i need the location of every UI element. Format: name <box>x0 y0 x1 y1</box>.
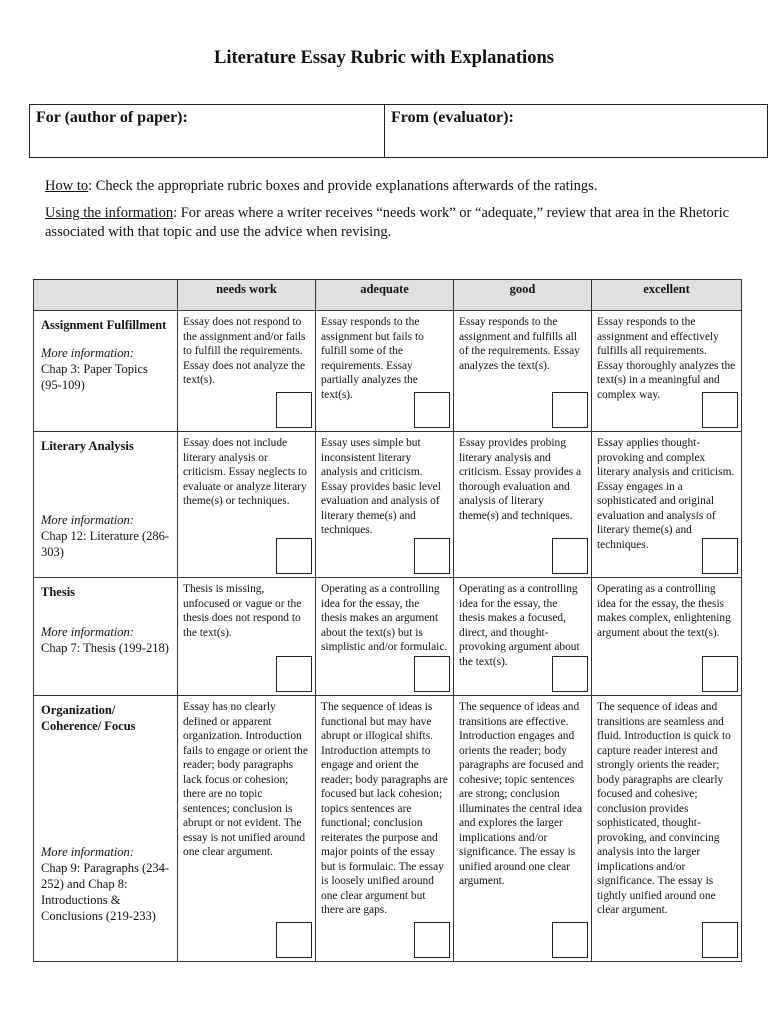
rubric-cell <box>178 311 316 432</box>
rubric-cell <box>592 432 742 578</box>
more-info-label: More information: <box>41 845 134 859</box>
chapter-reference: Chap 7: Thesis (199-218) <box>41 641 169 655</box>
rating-checkbox[interactable] <box>702 656 738 692</box>
rating-checkbox[interactable] <box>552 656 588 692</box>
evaluator-field[interactable] <box>385 105 768 158</box>
using-label: Using the information <box>45 205 174 221</box>
rating-checkbox[interactable] <box>414 656 450 692</box>
header-needs-work: needs work <box>178 280 316 311</box>
rating-checkbox[interactable] <box>702 392 738 428</box>
cell-text: Operating as a controlling idea for the essay, the thesis makes complex, enlightening argument about the text(s). <box>597 583 731 639</box>
chapter-reference: Chap 9: Paragraphs (234-252) and Chap 8: Introductions & Conclusions (219-233) <box>41 861 170 923</box>
rubric-row-assignment <box>34 311 742 432</box>
cell-text: Thesis is missing, unfocused or vague or the thesis does not respond to the text(s). <box>183 583 302 639</box>
cell-text: Essay provides probing literary analysis and criticism. Essay provides a thorough evaluation and analysis of literary theme(s) and techniques. <box>459 437 582 522</box>
more-info-label: More information: <box>41 346 134 360</box>
rating-checkbox[interactable] <box>276 922 312 958</box>
category-name: Assignment Fulfillment <box>41 318 167 332</box>
cell-text: Essay does not respond to the assignment and/or fails to fulfill the requirements. Essay does not analyze the text(s). <box>183 316 306 386</box>
cell-text: The sequence of ideas is functional but may have abrupt or illogical shifts. Introduction attempts to engage and orient the reader; body paragraphs are focused but lack cohesion; topics sentences are functional; conclusion reiterates the purpose and major points of the essay but is formulaic. The essay is loosely unified around one clear argument but there are gaps. <box>321 701 448 916</box>
more-info-label: More information: <box>41 625 134 639</box>
header-excellent: excellent <box>592 280 742 311</box>
more-info-label: More information: <box>41 513 134 527</box>
chapter-reference: Chap 3: Paper Topics (95-109) <box>41 362 148 392</box>
rubric-cell <box>454 696 592 962</box>
rubric-cell <box>178 432 316 578</box>
header-empty <box>34 280 178 311</box>
header-adequate: adequate <box>316 280 454 311</box>
evaluator-label: From (evaluator): <box>391 109 514 126</box>
cell-text: Operating as a controlling idea for the essay, the thesis makes an argument about the text(s) but is simplistic and/or formulaic. <box>321 583 448 653</box>
rating-checkbox[interactable] <box>276 538 312 574</box>
howto-text: : Check the appropriate rubric boxes and provide explanations afterwards of the ratings. <box>88 178 598 194</box>
rating-checkbox[interactable] <box>276 656 312 692</box>
category-cell <box>34 578 178 696</box>
cell-text: Operating as a controlling idea for the essay, the thesis makes a focused, direct, and thought-provoking argument about the text(s). <box>459 583 580 668</box>
author-label: For (author of paper): <box>36 109 188 126</box>
category-cell <box>34 696 178 962</box>
author-evaluator-box <box>29 104 768 158</box>
rubric-table <box>33 279 742 962</box>
rating-checkbox[interactable] <box>552 392 588 428</box>
rubric-cell <box>316 696 454 962</box>
rating-checkbox[interactable] <box>414 922 450 958</box>
document-title: Literature Essay Rubric with Explanations <box>214 48 554 68</box>
rubric-cell <box>592 311 742 432</box>
rating-checkbox[interactable] <box>702 922 738 958</box>
rubric-header-row <box>34 280 742 311</box>
rating-checkbox[interactable] <box>552 538 588 574</box>
cell-text: Essay applies thought-provoking and complex literary analysis and criticism. Essay engages in a sophisticated and original evaluation and analysis of literary theme(s) and techniques. <box>597 437 735 551</box>
rubric-cell <box>592 578 742 696</box>
cell-text: Essay has no clearly defined or apparent organization. Introduction fails to engage or orient the reader; body paragraphs lack focus or cohesion; there are no topic sentences; conclusion is abrupt or not evident. The essay is not unified around one clear argument. <box>183 701 308 858</box>
rubric-cell <box>316 311 454 432</box>
rubric-cell <box>454 311 592 432</box>
rubric-cell <box>178 696 316 962</box>
category-name: Thesis <box>41 585 76 599</box>
rating-checkbox[interactable] <box>414 392 450 428</box>
rubric-row-thesis <box>34 578 742 696</box>
rubric-cell <box>454 578 592 696</box>
howto-paragraph <box>45 177 735 196</box>
using-text: : For areas where a writer receives “needs work” or “adequate,” review that area in the Rhetoric associated with that topic and use the advice when revising. <box>45 205 730 240</box>
category-cell <box>34 311 178 432</box>
rating-checkbox[interactable] <box>414 538 450 574</box>
cell-text: The sequence of ideas and transitions are effective. Introduction engages and orients the reader; body paragraphs are focused and cohesive; topic sentences are strong; conclusion illuminates the central idea and explores the larger implications and/or significance. The essay is unified around one clear argument. <box>459 701 584 887</box>
rating-checkbox[interactable] <box>702 538 738 574</box>
category-name: Organization/ Coherence/ Focus <box>41 703 136 733</box>
rubric-row-literary <box>34 432 742 578</box>
chapter-reference: Chap 12: Literature (286-303) <box>41 529 170 559</box>
rating-checkbox[interactable] <box>552 922 588 958</box>
rubric-cell <box>592 696 742 962</box>
cell-text: Essay uses simple but inconsistent literary analysis and criticism. Essay provides basic level evaluation and analysis of literary theme(s) and techniques. <box>321 437 441 536</box>
category-name: Literary Analysis <box>41 439 134 453</box>
author-field[interactable] <box>30 105 385 158</box>
cell-text: Essay responds to the assignment and effectively fulfills all requirements. Essay thoroughly analyzes the text(s) in a meaningful and complex way. <box>597 316 736 401</box>
header-good: good <box>454 280 592 311</box>
cell-text: Essay responds to the assignment and fulfills all of the requirements. Essay analyzes the text(s). <box>459 316 580 372</box>
rubric-cell <box>178 578 316 696</box>
rubric-cell <box>454 432 592 578</box>
cell-text: Essay does not include literary analysis or criticism. Essay neglects to evaluate or analyze literary theme(s) or techniques. <box>183 437 308 507</box>
cell-text: The sequence of ideas and transitions are seamless and fluid. Introduction is quick to capture reader interest and strongly orients the reader; body paragraphs are clearly focused and cohesive; conclusion provides sophisticated, thought-provoking, and convincing analysis into the larger implications and/or significance. The essay is tightly unified around one clear argument. <box>597 701 731 916</box>
howto-label: How to <box>45 178 89 194</box>
rating-checkbox[interactable] <box>276 392 312 428</box>
cell-text: Essay responds to the assignment but fails to fulfill some of the requirements. Essay partially analyzes the text(s). <box>321 316 424 401</box>
category-cell <box>34 432 178 578</box>
rubric-cell <box>316 578 454 696</box>
rubric-row-organization <box>34 696 742 962</box>
rubric-cell <box>316 432 454 578</box>
using-paragraph <box>45 204 735 242</box>
